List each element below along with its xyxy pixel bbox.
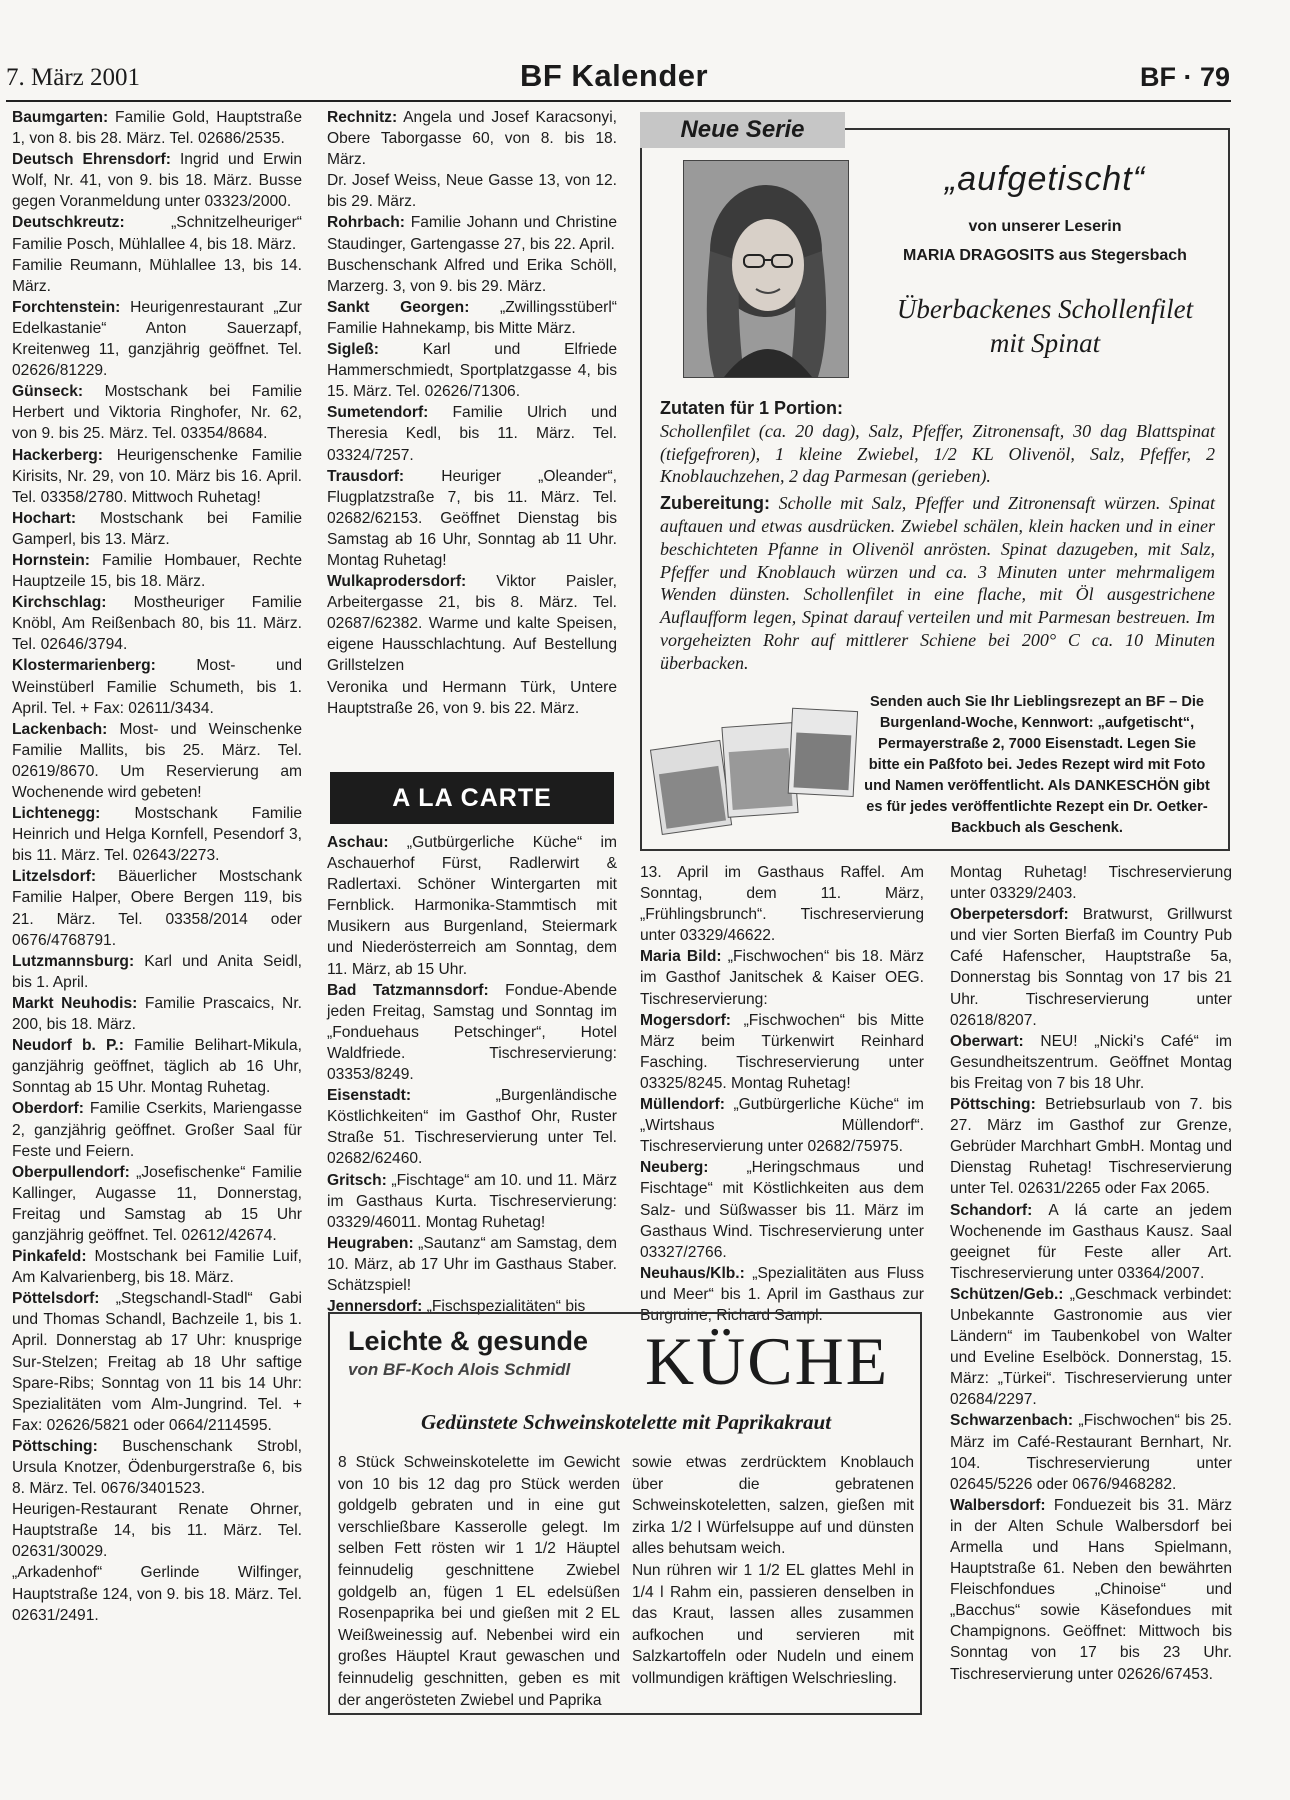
listing-entry — [12, 550, 302, 592]
ingredients-label: Zutaten für 1 Portion: — [660, 398, 843, 418]
listing-place: Baumgarten: — [12, 109, 109, 126]
listing-text: Mostheuriger Familie Knöbl, Am Reißenbach 80, bis 11. März. Tel. 02646/3794. — [12, 594, 302, 654]
listing-entry — [12, 1162, 302, 1246]
kueche-right-paragraph-1: sowie etwas zerdrücktem Knoblauch über die gebratenen Schweinskoteletten, salzen, gießen mit zirka 1/2 l Würfelsuppe auf und dünsten alles behutsam weich. — [632, 1454, 914, 1558]
listing-text: „Geschmack verbindet: Unbekannte Gastronomie aus vier Ländern“ im Taubenkobel von Walter und Eveline Eselböck. Donnerstag, 15. März: „Türkei“. Tischreservierung unter 02684/2297. — [950, 1285, 1232, 1409]
recipe-author: MARIA DRAGOSITS aus Stegersbach — [903, 247, 1187, 264]
listing-entry — [12, 951, 302, 993]
listing-entry — [327, 832, 617, 980]
listing-place: Deutschkreutz: — [12, 214, 125, 232]
listing-entry — [12, 1436, 302, 1499]
product-packets-image — [650, 700, 860, 835]
listing-entry — [640, 946, 924, 1009]
listing-entry — [12, 1562, 302, 1625]
kueche-right-paragraph-2: Nun rühren wir 1 1/2 EL glattes Mehl in 1/4 l Rahm ein, passieren denselben in das Kraut, lassen alles zusammen aufkochen und servieren mit Salzkartoffeln oder Nudeln und einem vollmundigen kräftigen Welschriesling. — [632, 1561, 914, 1687]
listing-text: 13. April im Gasthaus Raffel. Am Sonntag, dem 11. März, „Frühlingsbrunch“. Tischreservierung unter 03329/46622. — [640, 864, 924, 945]
recipe-body — [660, 397, 1215, 675]
listing-place: Sigleß: — [327, 341, 379, 359]
listing-entry — [950, 1410, 1232, 1494]
listing-place: Lichtenegg: — [12, 805, 101, 823]
listing-text: Heurigenschenke Familie Kirisits, Nr. 29, von 10. März bis 16. April. Tel. 03358/2780. Mittwoch Ruhetag! — [12, 446, 302, 506]
listing-text: Bratwurst, Grillwurst und vier Sorten Bierfaß im Country Pub Café Hafenscher, Hauptstraße 5a, Donnerstag bis Sonntag von 17 bis 21 Uhr. Tischreservierung unter 02618/8207. — [950, 906, 1232, 1029]
listing-place: Oberdorf: — [12, 1100, 84, 1118]
page-number: BF · 79 — [1140, 62, 1231, 92]
listing-place: Pöttsching: — [12, 1437, 98, 1455]
listing-text: Bäuerlicher Mostschank Familie Halper, Obere Bergen 119, bis 21. März. Tel. 03358/2014 oder 0676/4768791. — [12, 868, 302, 949]
listing-text: „Fischwochen“ bis Mitte März beim Türkenwirt Reinhard Fasching. Tischreservierung unter 03325/8245. Montag Ruhetag! — [640, 1011, 924, 1092]
listing-text: „Gutbürgerliche Küche“ im „Wirtshaus Müllendorf“. Tischreservierung unter 02682/75975. — [640, 1096, 924, 1156]
listing-place: Sankt Georgen: — [327, 298, 470, 316]
listing-place: Rechnitz: — [327, 109, 398, 126]
kueche-text-left — [338, 1452, 620, 1711]
backmix-packets-illustration — [650, 700, 860, 835]
listing-entry — [327, 980, 617, 1085]
listing-column-3 — [640, 862, 924, 1326]
preparation-label: Zubereitung: — [660, 493, 770, 514]
listing-entry — [12, 508, 302, 550]
listing-entry — [950, 904, 1232, 1031]
listing-entry — [12, 1499, 302, 1562]
listing-entry — [640, 1157, 924, 1262]
listing-place: Lackenbach: — [12, 720, 108, 738]
listing-text: Familie Prascaics, Nr. 200, bis 18. März. — [12, 994, 302, 1034]
header-rule — [6, 100, 1231, 102]
listing-place: Heugraben: — [327, 1234, 414, 1252]
listing-place: Walbersdorf: — [950, 1496, 1046, 1514]
listing-entry — [12, 212, 302, 254]
a-la-carte-heading: A LA CARTE — [330, 772, 614, 824]
listing-text: Heuriger „Oleander“, Flugplatzstraße 7, bis 11. März. Tel. 02682/62153. Geöffnet Dienstag bis Samstag ab 16 Uhr, Sonntag ab 11 Uhr. Montag Ruhetag! — [327, 467, 617, 569]
listing-text: „Heringschmaus und Fischtage“ mit Köstlichkeiten aus dem Salz- und Süßwasser bis 11. März im Gasthaus Wind. Tischreservierung unter 03327/2766. — [640, 1159, 924, 1261]
listing-entry — [12, 1246, 302, 1288]
listing-text: Mostschank bei Familie Luif, Am Kalvarienberg, bis 18. März. — [12, 1248, 302, 1287]
listing-entry — [640, 1094, 924, 1157]
section-title: BF Kalender — [520, 58, 709, 93]
listing-place: Aschau: — [327, 834, 389, 851]
kueche-text-right — [632, 1452, 914, 1690]
listing-entry — [950, 1031, 1232, 1094]
listing-place: Oberpullendorf: — [12, 1163, 130, 1181]
kueche-chef: von BF-Koch Alois Schmidl — [348, 1360, 571, 1379]
listing-entry — [327, 571, 617, 676]
listing-text: „Spezialitäten aus Fluss und Meer“ bis 1. April im Gasthaus zur Burgruine, Richard Sampl. — [640, 1264, 924, 1324]
listing-text: Angela und Josef Karacsonyi, Obere Taborgasse 60, von 8. bis 18. März. — [327, 109, 617, 169]
listing-text: Dr. Josef Weiss, Neue Gasse 13, von 12. bis 29. März. — [327, 172, 617, 211]
listing-entry — [12, 993, 302, 1035]
listing-entry — [327, 297, 617, 339]
issue-date: 7. März 2001 — [6, 64, 140, 91]
listing-text: Heurigenrestaurant „Zur Edelkastanie“ Anton Sauerzapf, Kreitenweg 11, ganzjährig geöffnet. Tel. 02626/81229. — [12, 298, 302, 380]
listing-entry — [950, 1284, 1232, 1411]
listing-entry — [327, 1085, 617, 1169]
listing-place: Neuhaus/Klb.: — [640, 1264, 745, 1282]
listing-entry — [12, 149, 302, 212]
ingredients-text: Schollenfilet (ca. 20 dag), Salz, Pfeffer, Zitronensaft, 30 dag Blattspinat (tiefgefroren), 1 kleine Zwiebel, 1/2 KL Olivenöl, Salz, Pfeffer, 2 Knoblauchzehen, 2 dag Parmesan (gerieben). — [660, 420, 1215, 487]
portrait-illustration — [684, 161, 848, 377]
listing-entry — [12, 107, 302, 149]
listing-place: Pinkafeld: — [12, 1248, 87, 1266]
listing-place: Neuberg: — [640, 1159, 709, 1177]
kueche-left-paragraph: 8 Stück Schweinskotelette im Gewicht von 10 bis 12 dag pro Stück werden goldgelb gebraten und in eine gut verschließbare Kasserolle gelegt. Im selben Fett rösten wir 1 1/2 Häuptel feinnudelig geschnittene Zwiebel goldgelb an, fügen 1 EL edelsüßen Rosenpaprika bei und gießen mit 2 EL Weißweinessig auf. Nebenbei wird ein großes Häuptel Kraut gewaschen und feinnudelig geschnitten, geben es mit der angerösteten Zwiebel und Paprika — [338, 1454, 620, 1709]
listing-text: Viktor Paisler, Arbeitergasse 21, bis 8. März. Tel. 02687/62382. Warme und kalte Speisen, eigene Hausschlachtung. Auf Bestellung Grillstelzen — [327, 573, 617, 675]
listing-place: Oberwart: — [950, 1032, 1024, 1050]
listing-entry — [12, 866, 302, 950]
listing-text: NEU! „Nicki's Café“ im Gesundheitszentrum. Geöffnet Montag bis Freitag von 7 bis 18 Uhr. — [950, 1032, 1232, 1092]
kueche-title: Leichte & gesunde — [348, 1326, 589, 1356]
listing-text: Most- und Weinstüberl Familie Schumeth, bis 1. April. Tel. + Fax: 02611/3434. — [12, 657, 302, 717]
listing-entry — [12, 297, 302, 381]
listing-entry — [327, 212, 617, 254]
submission-notice: Senden auch Sie Ihr Lieblingsrezept an BF – Die Burgenland-Woche, Kennwort: „aufgetischt“, Permayerstraße 2, 7000 Eisenstadt. Legen Sie bitte ein Paßfoto bei. Jedes Rezept wird mit Foto und Namen veröffentlicht. Als DANKESCHÖN gibt es für jedes veröffentlichte Rezept ein Dr. Oetker-Backbuch als Geschenk. — [864, 694, 1210, 836]
listing-place: Eisenstadt: — [327, 1087, 412, 1105]
listing-text: Fondue-Abende jeden Freitag, Samstag und Sonntag im „Fonduehaus Petschinger“, Hotel Waldfriede. Tischreservierung: 03353/8249. — [327, 981, 617, 1084]
listing-entry — [12, 381, 302, 444]
listing-entry — [12, 1098, 302, 1161]
listing-text: Buschenschank Alfred und Erika Schöll, Marzerg. 3, von 9. bis 29. März. — [327, 256, 617, 295]
listing-place: Lutzmannsburg: — [12, 952, 135, 970]
recipe-dish-title — [860, 292, 1230, 360]
listing-entry — [12, 255, 302, 297]
listing-text: „Schnitzelheuriger“ Familie Posch, Mühlallee 4, bis 18. März. — [12, 214, 302, 253]
listing-entry — [12, 719, 302, 803]
listing-text: Fonduezeit bis 31. März in der Alten Schule Walbersdorf bei Armella und Hans Spielmann, Hauptstraße 61. Neben den bewährten Fleischfondues „Chinoise“ und „Bacchus“ sowie Käsefondues mit Champignons. Geöffnet: Mittwoch bis Sonntag von 17 bis 23 Uhr. Tischreservierung unter 02626/67453. — [950, 1496, 1232, 1683]
listing-entry — [950, 862, 1232, 904]
listing-place: Gritsch: — [327, 1171, 387, 1189]
byline: von unserer Leserin — [968, 218, 1122, 235]
listing-place: Wulkaprodersdorf: — [327, 573, 467, 591]
listing-text: Montag Ruhetag! Tischreservierung unter 03329/2403. — [950, 864, 1232, 903]
listing-text: Familie Belihart-Mikula, ganzjährig geöffnet, täglich ab 16 Uhr, Sonntag ab 15 Uhr. Montag Ruhetag. — [12, 1037, 302, 1097]
listing-text: „Fischwochen“ bis 25. März im Café-Restaurant Bernhart, Nr. 104. Tischreservierung unter 02645/5226 oder 0676/9468282. — [950, 1412, 1232, 1493]
listing-place: Forchtenstein: — [12, 298, 121, 316]
listing-place: Mogersdorf: — [640, 1011, 731, 1029]
listing-entry — [12, 592, 302, 655]
listing-column-4 — [950, 862, 1232, 1685]
preparation-text: Scholle mit Salz, Pfeffer und Zitronensaft würzen. Spinat auftauen und etwas ausdrücken. Zwiebel schälen, klein hacken und in einer beschichteten Pfanne in Olivenöl anrösten. Spinat dazugeben, mit Salz, Pfeffer und Knoblauch würzen und ca. 3 Minuten unter mehrmaligem Wenden dünsten. Schollenfilet in eine flache, mit Öl ausgestrichene Auflaufform legen, Spinat darauf verteilen und mit Parmesan bestreuen. Im vorgeheizten Rohr auf mittlerer Schiene bei 200° C ca. 10 Minuten überbacken. — [660, 493, 1215, 673]
listing-text: Buschenschank Strobl, Ursula Knotzer, Ödenburgerstraße 6, bis 8. März. Tel. 0676/3401523. — [12, 1437, 302, 1498]
listing-place: Litzelsdorf: — [12, 868, 97, 886]
new-series-label: Neue Serie — [640, 112, 845, 148]
listing-entry — [12, 445, 302, 508]
listing-place: Trausdorf: — [327, 467, 405, 485]
a-la-carte-column — [327, 832, 617, 1317]
dish-title-line-2: mit Spinat — [989, 328, 1101, 358]
listing-entry — [327, 107, 617, 170]
listing-entry — [327, 677, 617, 719]
listing-entry — [12, 1035, 302, 1098]
listing-place: Oberpetersdorf: — [950, 906, 1069, 924]
listing-entry — [327, 466, 617, 571]
listing-place: Hornstein: — [12, 551, 90, 569]
listing-text: „Zwillingsstüberl“ Familie Hahnekamp, bis Mitte März. — [327, 298, 618, 337]
listing-text: Mostschank Familie Heinrich und Helga Kornfell, Pesendorf 3, bis 11. März. Tel. 02643/2273. — [12, 805, 302, 865]
listing-place: Günseck: — [12, 383, 84, 401]
listing-entry — [950, 1200, 1232, 1284]
listing-text: Karl und Elfriede Hammerschmiedt, Sportplatzgasse 4, bis 15. März. Tel. 02626/71306. — [327, 341, 617, 401]
listing-place: Schwarzenbach: — [950, 1412, 1074, 1430]
listing-place: Bad Tatzmannsdorf: — [327, 981, 489, 999]
listing-place: Sumetendorf: — [327, 404, 429, 422]
listing-column-2 — [327, 107, 617, 719]
listing-text: „Burgenländische Köstlichkeiten“ im Gasthof Ohr, Ruster Straße 51. Tischreservierung unter Tel. 02682/62460. — [327, 1087, 617, 1168]
listing-entry — [640, 862, 924, 946]
listing-entry — [327, 1233, 617, 1296]
listing-entry — [327, 402, 617, 465]
listing-place: Hochart: — [12, 509, 77, 527]
listing-text: Familie Ulrich und Theresia Kedl, bis 11. März. Tel. 03324/7257. — [327, 404, 617, 464]
listing-text: Heurigen-Restaurant Renate Ohrner, Hauptstraße 14, bis 11. März. Tel. 02631/30029. — [12, 1501, 302, 1561]
listing-entry — [950, 1495, 1232, 1685]
listing-entry — [12, 1288, 302, 1436]
listing-text: Karl und Anita Seidl, bis 1. April. — [12, 952, 302, 991]
listing-entry — [12, 655, 302, 718]
listing-text: „Arkadenhof“ Gerlinde Wilfinger, Hauptstraße 124, von 9. bis 18. März. Tel. 02631/2491. — [12, 1564, 302, 1624]
listing-entry — [640, 1010, 924, 1094]
listing-place: Maria Bild: — [640, 948, 722, 966]
listing-place: Klostermarienberg: — [12, 657, 156, 675]
listing-place: Pöttsching: — [950, 1096, 1036, 1114]
listing-text: „Stegschandl-Stadl“ Gabi und Thomas Schandl, Bachzeile 1, bis 1. April. Donnerstag ab 17 Uhr: knusprige Sur-Stelzen; Freitag ab 18 Uhr saftige Spare-Ribs; Sonntag von 11 bis 14 Uhr: Spezialitäten vom Alm-Jungrind. Tel. + Fax: 02626/5821 oder 0664/2114595. — [12, 1290, 302, 1434]
listing-text: Most- und Weinschenke Familie Mallits, bis 25. März. Tel. 02619/8670. Um Reservierung am Wochenende wird gebeten! — [12, 720, 302, 801]
listing-place: Schützen/Geb.: — [950, 1285, 1064, 1303]
listing-place: Markt Neuhodis: — [12, 994, 138, 1012]
listing-place: Rohrbach: — [327, 214, 405, 232]
reader-photo — [683, 160, 849, 378]
listing-place: Deutsch Ehrensdorf: — [12, 151, 171, 169]
listing-text: Familie Reumann, Mühlallee 13, bis 14. März. — [12, 256, 302, 295]
dish-title-line-1: Überbackenes Schollenfilet — [896, 294, 1194, 324]
listing-entry — [327, 1170, 617, 1233]
kueche-dish-title: Gedünstete Schweinskotelette mit Paprikakraut — [420, 1410, 832, 1434]
listing-text: A lá carte an jedem Wochenende im Gasthaus Kausz. Saal geeignet für Feste aller Art. Tischreservierung unter 03364/2007. — [950, 1201, 1232, 1282]
listing-text: Mostschank bei Familie Gamperl, bis 13. März. — [12, 509, 302, 548]
listing-place: Müllendorf: — [640, 1096, 725, 1114]
listing-column-1 — [12, 107, 302, 1626]
listing-place: Schandorf: — [950, 1201, 1033, 1219]
listing-text: „Fischspezialitäten“ bis — [422, 1298, 586, 1316]
listing-text: Familie Johann und Christine Staudinger, Gartengasse 27, bis 22. April. — [327, 214, 617, 253]
listing-text: Familie Gold, Hauptstraße 1, von 8. bis 28. März. Tel. 02686/2535. — [12, 109, 302, 148]
listing-text: Betriebsurlaub von 7. bis 27. März im Gasthof zur Grenze, Gebrüder Marchhart GmbH. Montag und Dienstag Ruhetag! Tischreservierung unter Tel. 02631/2265 oder Fax 2065. — [950, 1096, 1232, 1198]
listing-text: Ingrid und Erwin Wolf, Nr. 41, von 9. bis 18. März. Busse gegen Voranmeldung unter 03323/2000. — [12, 151, 302, 211]
listing-text: Veronika und Hermann Türk, Untere Hauptstraße 26, von 9. bis 22. März. — [327, 678, 617, 717]
kueche-heading: KÜCHE — [645, 1323, 890, 1399]
listing-text: „Fischtage“ am 10. und 11. März im Gasthaus Kurta. Tischreservierung: 03329/46011. Montag Ruhetag! — [327, 1171, 617, 1231]
listing-text: „Gutbürgerliche Küche“ im Aschauerhof Fürst, Radlerwirt & Radlertaxi. Schöner Wintergarten mit Fernblick. Harmonika-Stammtisch mit Musikern aus Burgenland, Steiermark und Niederösterreich am Sonntag, dem 11. März, ab 15 Uhr. — [327, 834, 617, 978]
listing-place: Neudorf b. P.: — [12, 1037, 124, 1055]
listing-text: „Fischwochen“ bis 18. März im Gasthof Janitschek & Kaiser OEG. Tischreservierung: — [640, 948, 924, 1008]
listing-entry — [327, 255, 617, 297]
listing-text: Familie Hombauer, Rechte Hauptzeile 15, bis 18. März. — [12, 551, 302, 591]
series-title: „aufgetischt“ — [944, 160, 1146, 198]
listing-text: „Sautanz“ am Samstag, dem 10. März, ab 17 Uhr im Gasthaus Staber. Schätzspiel! — [327, 1234, 617, 1294]
listing-entry — [950, 1094, 1232, 1199]
listing-text: Mostschank bei Familie Herbert und Viktoria Ringhofer, Nr. 62, von 9. bis 25. März. Tel. 03354/8684. — [12, 383, 302, 443]
listing-text: „Josefischenke“ Familie Kallinger, Augasse 11, Donnerstag, Freitag und Samstag ab 15 Uhr ganzjährig geöffnet. Tel. 02612/42674. — [12, 1163, 302, 1244]
listing-place: Pöttelsdorf: — [12, 1290, 100, 1308]
listing-entry — [327, 339, 617, 402]
listing-entry — [12, 803, 302, 866]
listing-place: Jennersdorf: — [327, 1298, 423, 1316]
listing-text: Familie Cserkits, Mariengasse 2, ganzjährig geöffnet. Großer Saal für Feste und Feiern. — [12, 1100, 302, 1160]
listing-place: Hackerberg: — [12, 446, 104, 464]
listing-place: Kirchschlag: — [12, 594, 107, 612]
listing-entry — [327, 170, 617, 212]
